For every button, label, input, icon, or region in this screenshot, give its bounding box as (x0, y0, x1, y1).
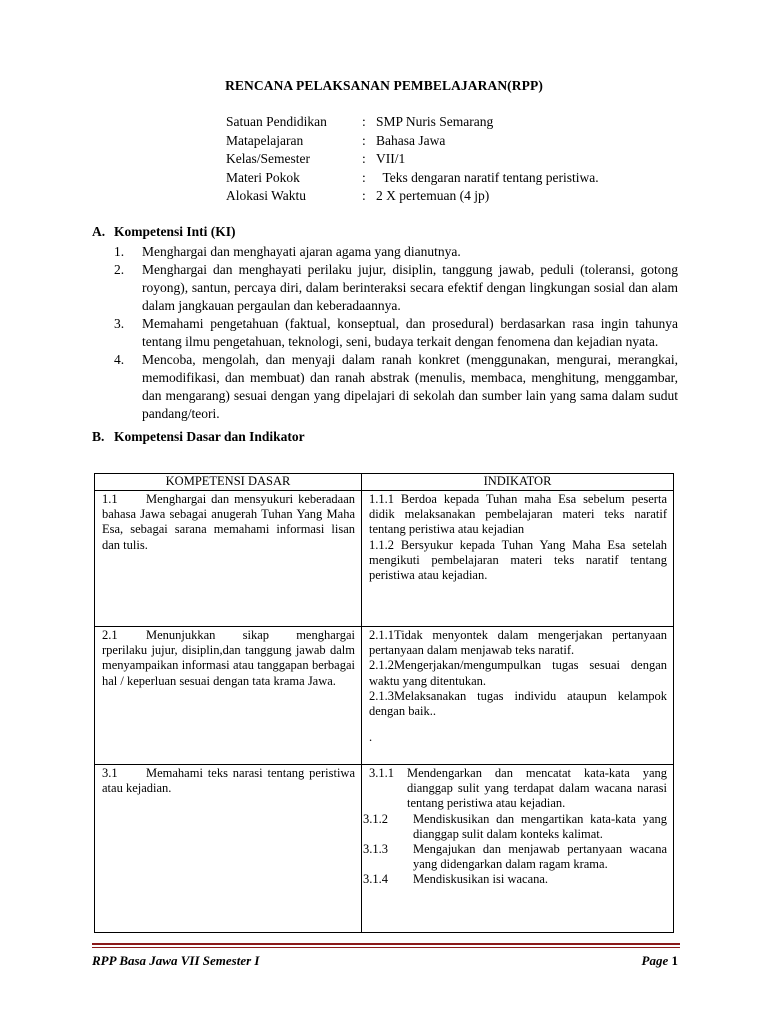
section-letter: B. (92, 429, 105, 444)
indicator-cell (362, 491, 674, 627)
meta-row (226, 187, 599, 206)
kd-cell (95, 765, 362, 933)
column-header-kd: KOMPETENSI DASAR (95, 474, 362, 491)
footer-page-number: 1 (671, 953, 678, 968)
section-letter: A. (92, 224, 106, 239)
meta-value: SMP Nuris Semarang (376, 114, 494, 129)
meta-colon: : (362, 169, 366, 185)
footer-document-label: RPP Basa Jawa VII Semester I (92, 953, 260, 968)
indicator-item (363, 872, 667, 887)
indicator-text: Mengajukan dan menjawab pertanyaan wacana yang didengarkan dalam ragam krama. (413, 842, 667, 872)
meta-colon: : (362, 151, 366, 166)
kd-text: Memahami teks narasi tentang peristiwa atau kejadian. (102, 766, 355, 796)
meta-colon: : (362, 132, 366, 148)
indicator-item (369, 766, 667, 812)
column-header-indikator: INDIKATOR (362, 474, 674, 491)
meta-label: Satuan Pendidikan (226, 114, 327, 129)
kd-text: Menunjukkan sikap menghargai rperilaku jujur, disiplin,dan tanggung jawab dalm menyampaikan informasi atau tanggapan berbagai hal / keperluan sesuai dengan tata krama Jawa. (102, 628, 355, 688)
meta-value: 2 X pertemuan (4 jp) (376, 188, 490, 203)
indicator-text: 1.1.1 Berdoa kepada Tuhan maha Esa sebelum peserta didik melaksanakan pembelajaran materi teks naratif tentang peristiwa atau kejadian (369, 492, 667, 537)
meta-row (226, 132, 599, 151)
section-kompetensi-inti (92, 223, 680, 423)
table-row (95, 491, 674, 627)
kd-cell (95, 491, 362, 627)
list-item (92, 261, 680, 315)
list-item-text: Menghargai dan menghayati perilaku jujur, disiplin, tanggung jawab, peduli (toleransi, gotong royong), santun, percaya diri, dalam berinteraksi secara efektif dengan lingkungan sosial dan alam dalam jangkauan pergaulan dan keberadaannya. (142, 262, 678, 313)
indicator-text: 2.1.3Melaksanakan tugas individu ataupun kelampok dengan baik.. (369, 688, 667, 719)
list-item-number: 2. (114, 262, 125, 277)
indicator-cell (362, 627, 674, 765)
kd-number: 3.1 (102, 766, 118, 780)
kd-cell (95, 627, 362, 765)
indicator-number: 3.1.3 (363, 842, 388, 857)
footer-page-label: Page (641, 953, 669, 968)
table-header-row (95, 474, 674, 491)
meta-colon: : (362, 188, 366, 203)
section-heading (92, 428, 305, 446)
list-item-number: 4. (114, 352, 125, 367)
meta-row (226, 150, 599, 169)
meta-value: Teks dengaran naratif tentang peristiwa. (376, 169, 599, 185)
list-item-text: Mencoba, mengolah, dan menyaji dalam ranah konkret (menggunakan, mengurai, merangkai, memodifikasi, dan membuat) dan ranah abstrak (menulis, membaca, menghitung, menggambar, dan mengarang) sesuai dengan yang dipelajari di sekolah dan sumber lain yang sama dalam sudut pandang/teori. (142, 352, 678, 421)
meta-label: Matapelajaran (226, 132, 304, 148)
section-heading (92, 223, 680, 241)
indicator-text: 2.1.2Mengerjakan/mengumpulkan tugas sesuai dengan waktu yang ditentukan. (369, 658, 667, 688)
footer-page (642, 953, 678, 969)
indicator-number: 3.1.4 (363, 872, 388, 887)
list-item (92, 315, 680, 351)
meta-label: Kelas/Semester (226, 151, 310, 166)
indicator-number: 3.1.1 (369, 766, 394, 780)
section-kompetensi-dasar (92, 428, 305, 446)
list-item-text: Memahami pengetahuan (faktual, konseptual, dan prosedural) berdasarkan rasa ingin tahunya tentang ilmu pengetahuan, teknologi, seni, budaya terkait dengan fenomena dan kejadian nyata. (142, 316, 678, 349)
list-item-number: 3. (114, 316, 125, 331)
indicator-text: 1.1.2 Bersyukur kepada Tuhan Yang Maha Esa setelah mengikuti pembelajaran materi teks naratif tentang peristiwa atau kejadian. (369, 537, 667, 583)
ki-list (92, 243, 680, 423)
indicator-text: Mendengarkan dan mencatat kata-kata yang dianggap sulit yang terdapat dalam wacana narasi tentang peristiwa atau kejadian. (407, 766, 667, 811)
section-title: Kompetensi Inti (KI) (114, 224, 236, 239)
indicator-cell (362, 765, 674, 933)
indicator-text: 2.1.1Tidak menyontek dalam mengerjakan pertanyaan pertanyaan dalam menjawab teks naratif. (369, 628, 667, 658)
list-item (92, 243, 680, 261)
meta-value: VII/1 (376, 151, 406, 166)
indicator-number: 3.1.2 (363, 811, 388, 826)
meta-row (226, 169, 599, 188)
indicator-text: . (369, 730, 373, 745)
indicator-text: Mendiskusikan dan mengartikan kata-kata yang dianggap sulit dalam konteks kalimat. (413, 811, 667, 841)
meta-label: Alokasi Waktu (226, 188, 307, 203)
kd-number: 2.1 (102, 628, 118, 642)
kd-text: Menghargai dan mensyukuri keberadaan bahasa Jawa sebagai anugerah Tuhan Yang Maha Esa, sebagai sarana memahami informasi lisan dan tulis. (102, 492, 355, 552)
document-title: RENCANA PELAKSANAN PEMBELAJARAN(RPP) (225, 78, 543, 93)
kd-indicator-table (94, 473, 674, 933)
list-item (92, 351, 680, 423)
indicator-item (363, 812, 667, 842)
section-title: Kompetensi Dasar dan Indikator (114, 429, 305, 444)
indicator-text: Mendiskusikan isi wacana. (413, 872, 549, 887)
table-row (95, 765, 674, 933)
indicator-item (363, 842, 667, 872)
meta-value: Bahasa Jawa (376, 132, 446, 148)
meta-label: Materi Pokok (226, 169, 300, 185)
footer-rule (92, 943, 680, 945)
footer-rule-thin (92, 947, 680, 948)
list-item-number: 1. (114, 244, 125, 259)
table-row (95, 627, 674, 765)
meta-row (226, 113, 599, 132)
kd-number: 1.1 (102, 492, 118, 506)
list-item-text: Menghargai dan menghayati ajaran agama yang dianutnya. (142, 244, 461, 259)
meta-block (226, 113, 599, 206)
meta-colon: : (362, 114, 366, 129)
